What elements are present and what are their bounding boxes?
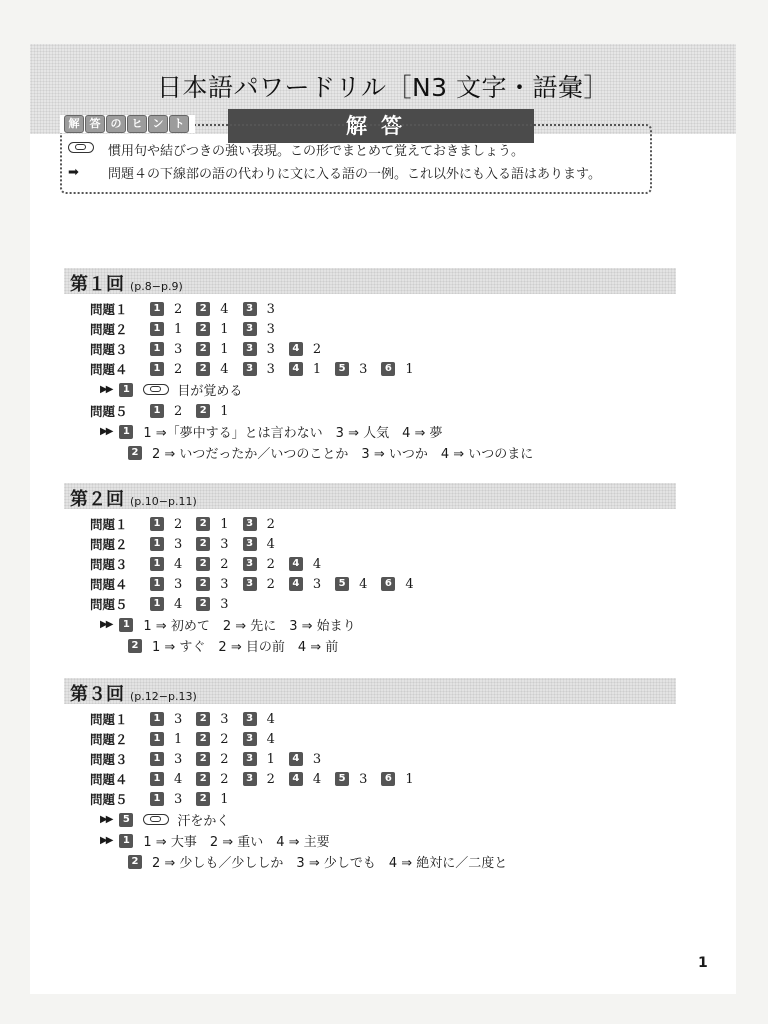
ring-icon bbox=[143, 384, 169, 395]
item-number-badge: 4 bbox=[289, 342, 303, 356]
explanation-text: 目が覚める bbox=[177, 384, 243, 399]
answer-item bbox=[243, 537, 275, 552]
question-label: 問題１ bbox=[90, 302, 128, 317]
answer-value: 3 bbox=[174, 791, 183, 807]
explanation-note bbox=[100, 615, 356, 634]
answer-value: 2 bbox=[174, 361, 183, 377]
item-number-badge: 6 bbox=[381, 772, 395, 786]
answer-row bbox=[90, 320, 289, 338]
answer-value: 3 bbox=[359, 361, 368, 377]
answer-row bbox=[90, 730, 289, 748]
answer-item bbox=[243, 362, 275, 377]
item-number-badge: 2 bbox=[196, 362, 210, 376]
answer-item bbox=[289, 772, 321, 787]
answer-item bbox=[150, 712, 182, 727]
item-number-badge: 1 bbox=[150, 342, 164, 356]
answer-item bbox=[289, 577, 321, 592]
item-number-badge: 1 bbox=[150, 322, 164, 336]
answer-item bbox=[150, 772, 182, 787]
answer-item bbox=[150, 302, 182, 317]
item-number-badge: 4 bbox=[289, 772, 303, 786]
answer-value: 2 bbox=[174, 301, 183, 317]
answer-item bbox=[150, 732, 182, 747]
answer-value: 3 bbox=[174, 536, 183, 552]
item-number-badge: 3 bbox=[243, 342, 257, 356]
answer-row bbox=[90, 515, 289, 533]
answer-value: 3 bbox=[266, 321, 275, 337]
question-label: 問題１ bbox=[90, 712, 128, 727]
item-number-badge: 1 bbox=[150, 557, 164, 571]
hint-label-char: ト bbox=[169, 115, 189, 133]
answer-value: 2 bbox=[312, 341, 322, 357]
answer-value: 2 bbox=[220, 731, 229, 747]
item-number-badge: 1 bbox=[150, 537, 164, 551]
item-number-badge: 2 bbox=[196, 404, 210, 418]
answer-value: 3 bbox=[266, 341, 275, 357]
answer-value: 4 bbox=[174, 596, 183, 612]
answer-item bbox=[196, 732, 228, 747]
answer-value: 2 bbox=[266, 576, 275, 592]
section-pages: (p.12−p.13) bbox=[130, 690, 197, 703]
item-number-badge: 4 bbox=[289, 577, 303, 591]
explanation-note bbox=[128, 636, 338, 655]
answer-value: 2 bbox=[174, 516, 183, 532]
answer-value: 3 bbox=[312, 576, 322, 592]
hint-line-idiom bbox=[68, 140, 524, 159]
answer-value: 3 bbox=[220, 576, 229, 592]
item-number-badge: 3 bbox=[243, 302, 257, 316]
item-number-badge: 3 bbox=[243, 577, 257, 591]
answer-value: 4 bbox=[220, 361, 229, 377]
explanation-text: 1 ⇒ 初めて 2 ⇒ 先に 3 ⇒ 始まり bbox=[143, 619, 356, 634]
hint-label-char: 答 bbox=[85, 115, 105, 133]
item-number-badge: 2 bbox=[196, 732, 210, 746]
answer-heading: 解答 bbox=[228, 109, 534, 143]
answer-value: 1 bbox=[405, 361, 414, 377]
answer-row bbox=[90, 710, 289, 728]
answer-value: 3 bbox=[220, 596, 229, 612]
answer-item bbox=[243, 577, 275, 592]
answer-item bbox=[196, 752, 228, 767]
answer-item bbox=[150, 322, 182, 337]
answer-value: 1 bbox=[312, 361, 322, 377]
answer-value: 2 bbox=[266, 771, 275, 787]
item-number-badge: 2 bbox=[196, 792, 210, 806]
item-number-badge: 3 bbox=[243, 752, 257, 766]
answer-item bbox=[243, 322, 275, 337]
answer-row bbox=[90, 555, 335, 573]
answer-item bbox=[150, 752, 182, 767]
section-title bbox=[70, 680, 197, 706]
answer-item bbox=[196, 342, 228, 357]
answer-value: 3 bbox=[220, 536, 229, 552]
play-arrows-icon: ▶▶ bbox=[100, 619, 112, 630]
page-number: 1 bbox=[698, 955, 708, 971]
item-number-badge: 2 bbox=[196, 322, 210, 336]
answer-value: 2 bbox=[220, 771, 229, 787]
question-label: 問題４ bbox=[90, 577, 128, 592]
item-number-badge: 2 bbox=[196, 712, 210, 726]
answer-row bbox=[90, 790, 243, 808]
answer-value: 2 bbox=[174, 403, 183, 419]
section-title-text: 第１回 bbox=[70, 274, 124, 295]
answer-value: 4 bbox=[312, 556, 322, 572]
hint-label-char: の bbox=[106, 115, 126, 133]
item-number-badge: 2 bbox=[196, 537, 210, 551]
item-number-badge: 3 bbox=[243, 537, 257, 551]
page-title: 日本語パワードリル［N3 文字・語彙］ bbox=[156, 73, 610, 102]
item-number-badge: 1 bbox=[150, 772, 164, 786]
answer-item bbox=[150, 792, 182, 807]
item-number-badge: 1 bbox=[150, 792, 164, 806]
answer-item bbox=[196, 577, 228, 592]
explanation-note bbox=[100, 831, 330, 850]
answer-row bbox=[90, 770, 428, 788]
answer-row bbox=[90, 750, 335, 768]
question-label: 問題２ bbox=[90, 732, 128, 747]
answer-item bbox=[243, 557, 275, 572]
answer-item bbox=[335, 362, 367, 377]
answer-item bbox=[289, 557, 321, 572]
item-number-badge: 2 bbox=[196, 577, 210, 591]
item-number-badge: 3 bbox=[243, 322, 257, 336]
answer-value: 1 bbox=[174, 731, 183, 747]
item-number-badge: 2 bbox=[196, 342, 210, 356]
answer-value: 4 bbox=[174, 771, 183, 787]
item-number-badge: 2 bbox=[196, 302, 210, 316]
answer-value: 2 bbox=[266, 556, 275, 572]
answer-item bbox=[150, 597, 182, 612]
section-pages: (p.10−p.11) bbox=[130, 495, 197, 508]
explanation-text: 1 ⇒「夢中する」とは言わない 3 ⇒ 人気 4 ⇒ 夢 bbox=[143, 426, 443, 441]
item-number-badge: 5 bbox=[335, 772, 349, 786]
answer-item bbox=[243, 302, 275, 317]
answer-value: 4 bbox=[266, 536, 275, 552]
play-arrows-icon: ▶▶ bbox=[100, 384, 112, 395]
item-number-badge: 3 bbox=[243, 517, 257, 531]
item-number-badge: 1 bbox=[119, 425, 133, 439]
answer-item bbox=[289, 342, 321, 357]
answer-item bbox=[381, 772, 413, 787]
answer-value: 3 bbox=[174, 711, 183, 727]
answer-item bbox=[150, 537, 182, 552]
answer-item bbox=[150, 577, 182, 592]
explanation-text: 2 ⇒ いつだったか／いつのことか 3 ⇒ いつか 4 ⇒ いつのまに bbox=[152, 447, 534, 462]
answer-value: 3 bbox=[266, 301, 275, 317]
ring-icon bbox=[68, 142, 108, 157]
explanation-text: 1 ⇒ すぐ 2 ⇒ 目の前 4 ⇒ 前 bbox=[152, 640, 339, 655]
question-label: 問題３ bbox=[90, 557, 128, 572]
play-arrows-icon: ▶▶ bbox=[100, 814, 112, 825]
item-number-badge: 4 bbox=[289, 752, 303, 766]
answer-value: 3 bbox=[266, 361, 275, 377]
answer-value: 1 bbox=[266, 751, 275, 767]
answer-value: 1 bbox=[405, 771, 414, 787]
answer-item bbox=[150, 404, 182, 419]
item-number-badge: 6 bbox=[381, 577, 395, 591]
answer-item bbox=[196, 404, 228, 419]
item-number-badge: 1 bbox=[150, 712, 164, 726]
explanation-text: 2 ⇒ 少しも／少ししか 3 ⇒ 少しでも 4 ⇒ 絶対に／二度と bbox=[152, 856, 508, 871]
item-number-badge: 3 bbox=[243, 557, 257, 571]
answer-value: 4 bbox=[405, 576, 414, 592]
answer-value: 2 bbox=[220, 751, 229, 767]
section-title-text: 第３回 bbox=[70, 684, 124, 705]
explanation-text: 1 ⇒ 大事 2 ⇒ 重い 4 ⇒ 主要 bbox=[143, 835, 330, 850]
item-number-badge: 2 bbox=[128, 446, 142, 460]
hint-label-char: ン bbox=[148, 115, 168, 133]
answer-item bbox=[196, 597, 228, 612]
answer-value: 4 bbox=[266, 731, 275, 747]
answer-row bbox=[90, 340, 335, 358]
item-number-badge: 3 bbox=[243, 732, 257, 746]
question-label: 問題４ bbox=[90, 772, 128, 787]
answer-item bbox=[289, 362, 321, 377]
answer-item bbox=[150, 362, 182, 377]
answer-value: 1 bbox=[220, 791, 229, 807]
answer-item bbox=[381, 362, 413, 377]
hint-text: 問題４の下線部の語の代わりに文に入る語の一例。これ以外にも入る語はあります。 bbox=[108, 167, 601, 182]
item-number-badge: 4 bbox=[289, 362, 303, 376]
answer-item bbox=[243, 752, 275, 767]
answer-item bbox=[196, 322, 228, 337]
item-number-badge: 1 bbox=[150, 752, 164, 766]
answer-value: 4 bbox=[312, 771, 322, 787]
question-label: 問題５ bbox=[90, 597, 128, 612]
answer-item bbox=[335, 772, 367, 787]
answer-value: 4 bbox=[359, 576, 368, 592]
item-number-badge: 2 bbox=[196, 597, 210, 611]
item-number-badge: 5 bbox=[335, 362, 349, 376]
hint-box bbox=[60, 124, 652, 194]
answer-item bbox=[150, 342, 182, 357]
item-number-badge: 2 bbox=[128, 639, 142, 653]
answer-value: 3 bbox=[174, 341, 183, 357]
answer-row bbox=[90, 535, 289, 553]
item-number-badge: 2 bbox=[196, 772, 210, 786]
answer-value: 3 bbox=[312, 751, 322, 767]
hint-line-example bbox=[68, 163, 601, 182]
answer-item bbox=[196, 302, 228, 317]
answer-value: 1 bbox=[220, 341, 229, 357]
section-title-text: 第２回 bbox=[70, 489, 124, 510]
item-number-badge: 1 bbox=[150, 404, 164, 418]
answer-item bbox=[243, 517, 275, 532]
answer-value: 4 bbox=[174, 556, 183, 572]
question-label: 問題２ bbox=[90, 322, 128, 337]
hint-label-char: ヒ bbox=[127, 115, 147, 133]
play-arrows-icon: ▶▶ bbox=[100, 426, 112, 437]
answer-value: 1 bbox=[174, 321, 183, 337]
answer-item bbox=[243, 712, 275, 727]
answer-item bbox=[381, 577, 413, 592]
answer-item bbox=[289, 752, 321, 767]
question-label: 問題５ bbox=[90, 792, 128, 807]
answer-item bbox=[243, 342, 275, 357]
item-number-badge: 3 bbox=[243, 772, 257, 786]
question-label: 問題５ bbox=[90, 404, 128, 419]
item-number-badge: 3 bbox=[243, 362, 257, 376]
answer-value: 1 bbox=[220, 321, 229, 337]
answer-item bbox=[150, 557, 182, 572]
explanation-note bbox=[100, 810, 229, 829]
answer-value: 4 bbox=[220, 301, 229, 317]
answer-value: 1 bbox=[220, 403, 229, 419]
item-number-badge: 1 bbox=[119, 618, 133, 632]
item-number-badge: 1 bbox=[119, 383, 133, 397]
item-number-badge: 1 bbox=[150, 362, 164, 376]
answer-value: 3 bbox=[220, 711, 229, 727]
explanation-note bbox=[100, 422, 443, 441]
answer-item bbox=[243, 732, 275, 747]
question-label: 問題１ bbox=[90, 517, 128, 532]
item-number-badge: 2 bbox=[196, 557, 210, 571]
answer-item bbox=[196, 537, 228, 552]
item-number-badge: 1 bbox=[150, 517, 164, 531]
explanation-text: 汗をかく bbox=[177, 814, 230, 829]
hint-label-char: 解 bbox=[64, 115, 84, 133]
answer-value: 3 bbox=[174, 751, 183, 767]
answer-value: 3 bbox=[174, 576, 183, 592]
explanation-note bbox=[128, 443, 533, 462]
answer-value: 2 bbox=[266, 516, 275, 532]
answer-item bbox=[196, 517, 228, 532]
question-label: 問題３ bbox=[90, 752, 128, 767]
item-number-badge: 1 bbox=[150, 732, 164, 746]
answer-row bbox=[90, 300, 289, 318]
section-pages: (p.8−p.9) bbox=[130, 280, 183, 293]
answer-item bbox=[335, 577, 367, 592]
answer-item bbox=[150, 517, 182, 532]
answer-value: 1 bbox=[220, 516, 229, 532]
answer-row bbox=[90, 402, 243, 420]
answer-row bbox=[90, 595, 243, 613]
item-number-badge: 4 bbox=[289, 557, 303, 571]
item-number-badge: 2 bbox=[196, 752, 210, 766]
question-label: 問題２ bbox=[90, 537, 128, 552]
answer-item bbox=[196, 362, 228, 377]
item-number-badge: 2 bbox=[128, 855, 142, 869]
answer-value: 4 bbox=[266, 711, 275, 727]
ring-icon bbox=[143, 814, 169, 825]
item-number-badge: 5 bbox=[119, 813, 133, 827]
answer-row bbox=[90, 360, 428, 378]
answer-row bbox=[90, 575, 428, 593]
question-label: 問題３ bbox=[90, 342, 128, 357]
item-number-badge: 6 bbox=[381, 362, 395, 376]
explanation-note bbox=[100, 380, 242, 399]
play-arrows-icon: ▶▶ bbox=[100, 835, 112, 846]
section-title bbox=[70, 270, 183, 296]
arrow-icon: ➡ bbox=[68, 165, 79, 180]
answer-item bbox=[196, 557, 228, 572]
question-label: 問題４ bbox=[90, 362, 128, 377]
hint-label bbox=[60, 115, 195, 133]
explanation-note bbox=[128, 852, 507, 871]
answer-item bbox=[196, 772, 228, 787]
hint-text: 慣用句や結びつきの強い表現。この形でまとめて覚えておきましょう。 bbox=[108, 144, 525, 159]
item-number-badge: 1 bbox=[150, 302, 164, 316]
answer-value: 2 bbox=[220, 556, 229, 572]
item-number-badge: 1 bbox=[119, 834, 133, 848]
item-number-badge: 1 bbox=[150, 577, 164, 591]
item-number-badge: 3 bbox=[243, 712, 257, 726]
item-number-badge: 1 bbox=[150, 597, 164, 611]
answer-item bbox=[196, 712, 228, 727]
answer-value: 3 bbox=[359, 771, 368, 787]
item-number-badge: 2 bbox=[196, 517, 210, 531]
item-number-badge: 5 bbox=[335, 577, 349, 591]
answer-item bbox=[243, 772, 275, 787]
answer-item bbox=[196, 792, 228, 807]
section-title bbox=[70, 485, 197, 511]
